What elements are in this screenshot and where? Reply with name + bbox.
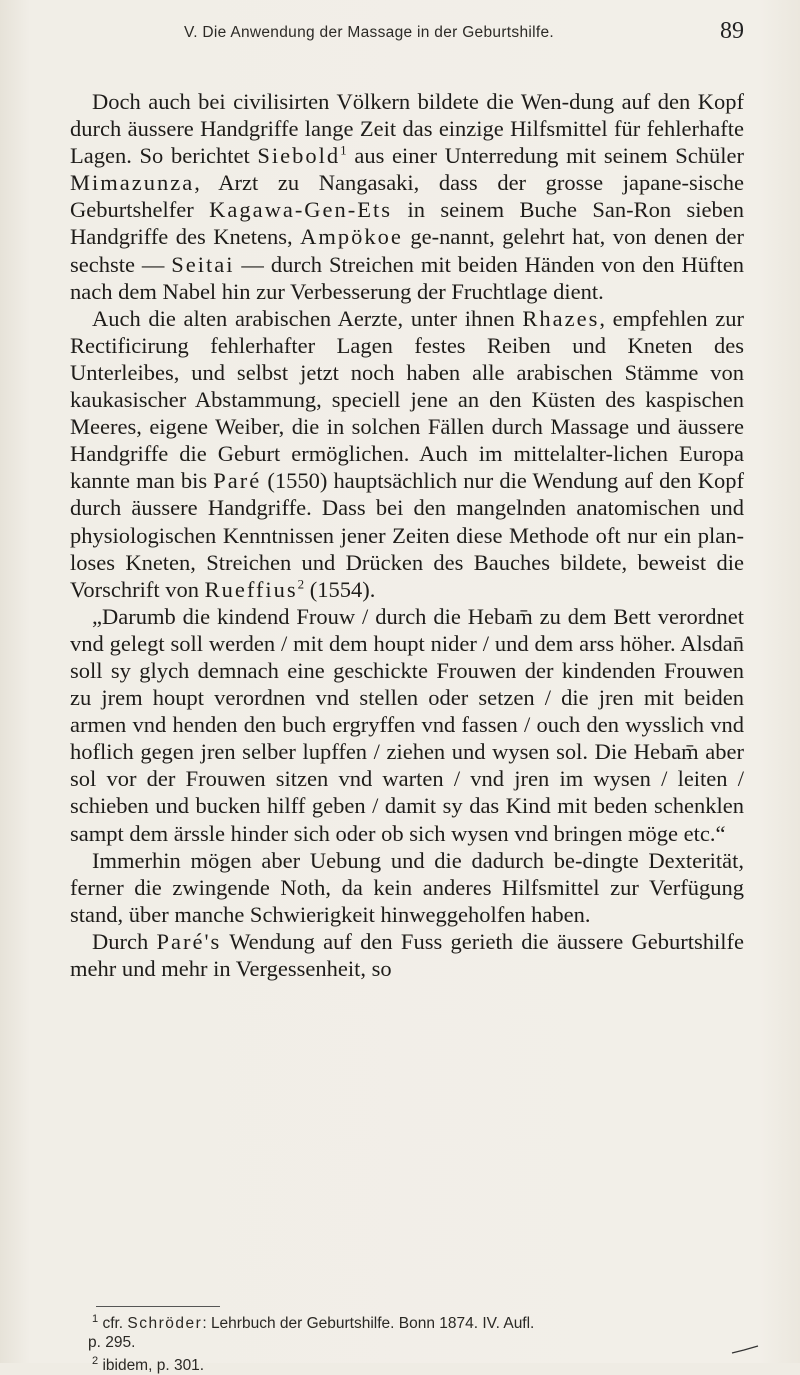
running-title: V. Die Anwendung der Massage in der Geburtshilfe. [184,24,554,41]
footnote-prefix: cfr. [102,1315,128,1333]
footnote-text: ibidem, p. 301. [102,1357,205,1375]
page-header [64,18,744,54]
text-segment: Doch auch bei civilisirten Völkern bildete die Wen-dung auf den Kopf durch äussere Handgriffe lange Zeit das einzige Hilfsmittel für fehlerhafte Lagen. So berichtet [70,89,744,169]
footnote [92,1352,744,1375]
paragraph [70,305,744,603]
text-segment: (1554). [304,576,376,602]
footnote-author: Schröder [127,1315,203,1333]
stray-ink-mark [730,1345,760,1355]
paragraph [70,928,744,982]
text-segment: Wendung auf den Fuss gerieth die äussere Geburtshilfe mehr und mehr in Vergessenheit, so [70,928,744,981]
text-segment: , Arzt zu Nangasaki, dass der grosse japane-sische Geburtshelfer [70,170,744,223]
text-segment: Durch [92,928,157,954]
footnote [92,1310,744,1333]
spaced-name: Siebold [257,143,341,169]
text-segment: Immerhin mögen aber Uebung und die dadurch be-dingte Dexterität, ferner die zwingende Noth, da kein anderes Hilfsmittel zur Verfügung stand, über manche Schwierigkeit hinweggeholfen haben. [70,847,744,927]
spaced-name: Rhazes [522,305,600,331]
spaced-name: Paré [213,468,262,494]
spaced-name: Kagawa-Gen-Ets [209,197,393,223]
spaced-name: Ampökoe [300,224,403,250]
footnote-text: : Lehrbuch der Geburtshilfe. Bonn 1874. IV. Aufl. [202,1315,535,1333]
text-segment: — durch Streichen mit beiden Händen von den Hüften nach dem Nabel hin zur Verbesserung der Fruchtlage dient. [70,251,744,304]
spaced-name: Seitai [171,251,235,277]
text-segment: , empfehlen zur Rectificirung fehlerhafter Lagen festes Reiben und Kneten des Unterleibes, und selbst jetzt noch haben alle arabischen Stämme von kaukasischer Abstammung, speciell jene an den Küsten des kaspischen Meeres, eigene Weiber, die in solchen Fällen durch Massage und äussere Handgriffe die Geburt ermöglichen. Auch im mittelalter-lichen Europa kannte man bis [70,305,745,494]
footnotes [88,1310,744,1375]
page-number: 89 [720,18,744,44]
paragraph [70,847,744,928]
text-segment: in seinem Buche San-Ron sieben Handgriffe des Knetens, [70,197,744,250]
paragraph [70,603,744,847]
paragraph [70,88,744,305]
spaced-name: Paré's [156,928,222,954]
spaced-name: Mimazunza [70,170,195,196]
text-segment: ge-nannt, gelehrt hat, von denen der sechste — [70,224,744,277]
text-segment: Auch die alten arabischen Aerzte, unter ihnen [92,305,523,331]
text-segment: „Darumb die kindend Frouw / durch die Hebam̄ zu dem Bett verordnet vnd gelegt soll werden / mit dem houpt nider / und dem arss höher. Alsdan̄ soll sy glych demnach eine geschickte Frouwen der kindenden Frouwen zu jrem houpt verordnen vnd stellen oder setzen / die jren mit beiden armen vnd henden den buch ergryffen vnd fassen / ouch den wysslich vnd hoflich gegen jren selber lupffen / ziehen und wysen sol. Die Hebam̄ aber sol vor der Frouwen sitzen vnd warten / vnd jren im wysen / leiten / schieben und bucken hilff geben / damit sy das Kind mit beden schenklen sampt dem ärssle hinder sich oder ob sich wysen vnd bringen möge etc.“ [70,603,744,846]
text-segment: (1550) hauptsächlich nur die Wendung auf den Kopf durch äussere Handgriffe. Dass bei den mangelnden anatomischen und physiologischen Kenntnissen jener Zeiten diese Methode oft nur ein plan-loses Kneten, Streichen und Drücken des Bauches bildete, beweist die Vorschrift von [70,468,744,602]
spaced-name: Rueffius [204,576,298,602]
footnote-marker: 1 [340,142,347,158]
footnote-marker: 2 [297,576,305,592]
footnote-number: 1 [92,1313,99,1325]
footnote-number: 2 [92,1355,99,1368]
footnote-continuation: p. 295. [88,1334,136,1352]
body-text [70,88,744,982]
footnote-rule [96,1306,220,1307]
text-segment: aus einer Unterredung mit seinem Schüler [346,143,744,169]
